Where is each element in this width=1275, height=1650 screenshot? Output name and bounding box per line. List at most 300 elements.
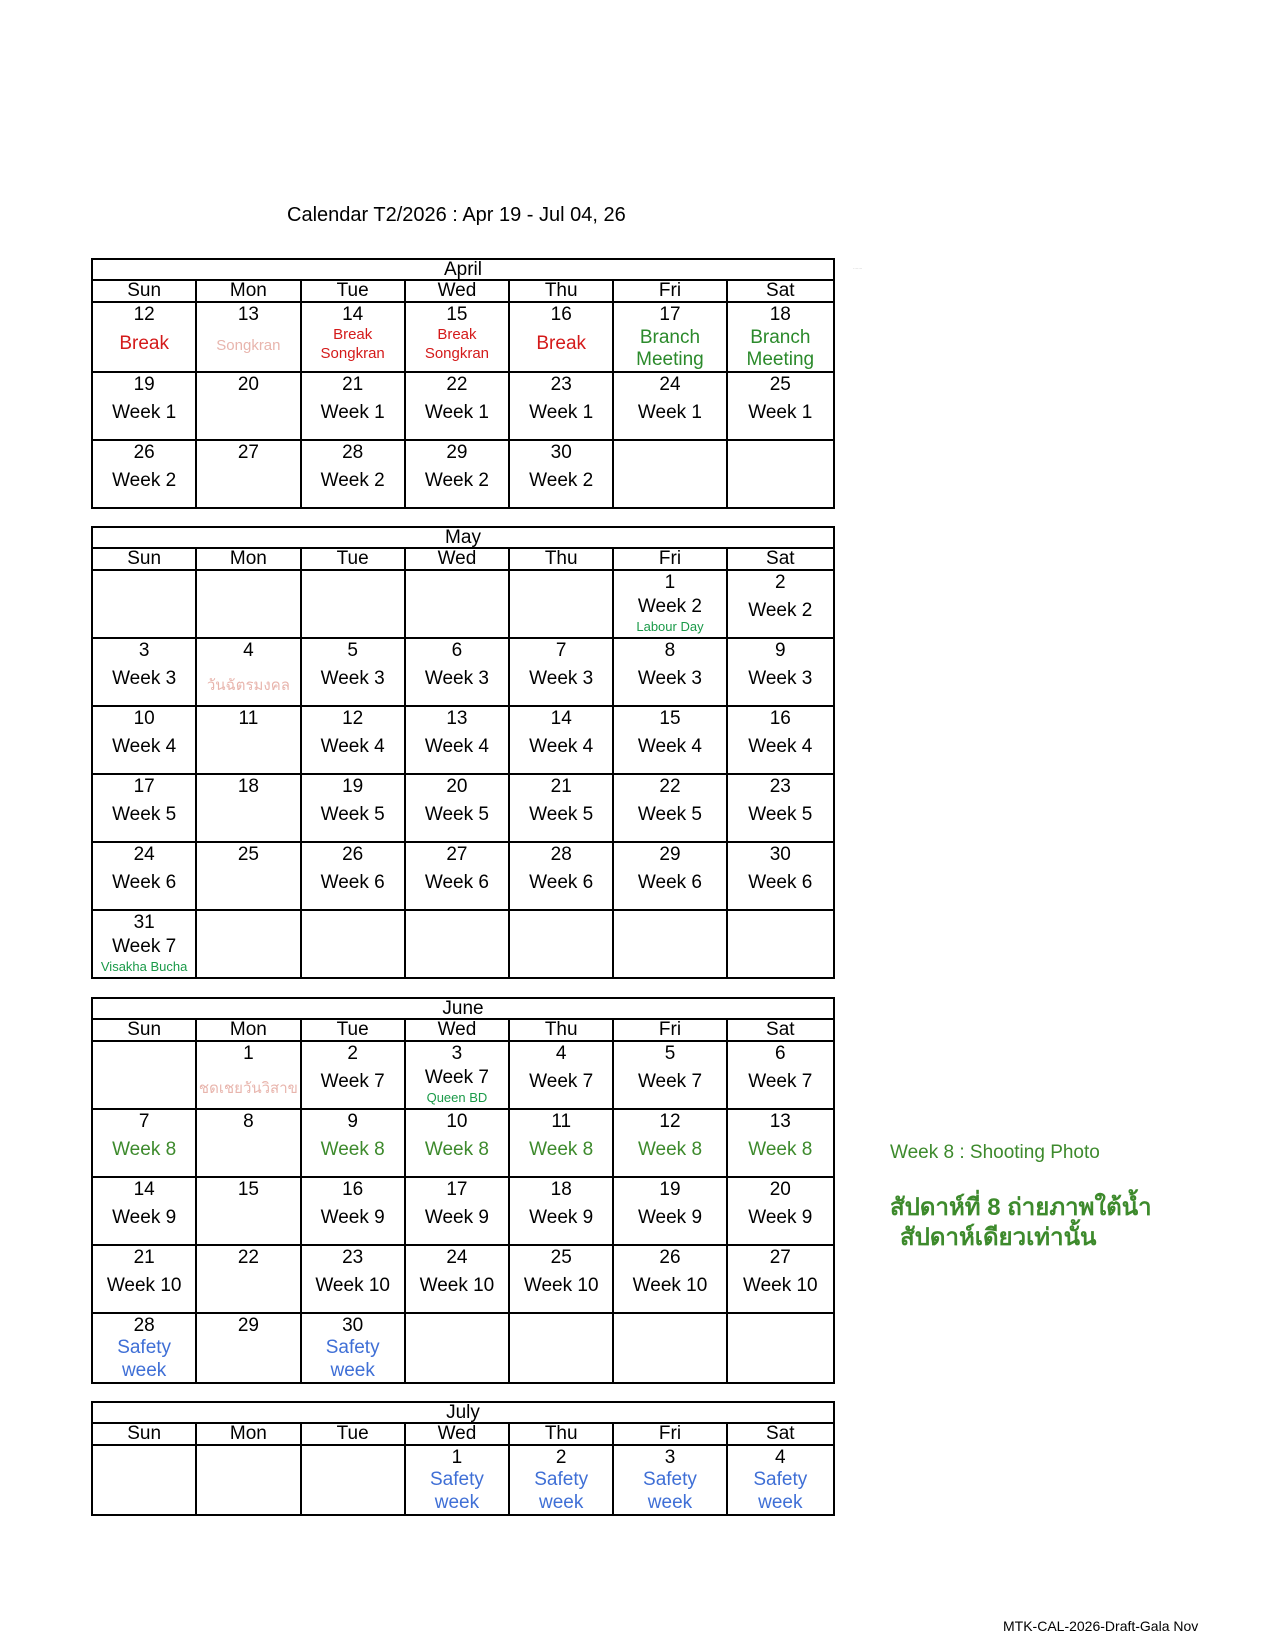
day-label: Week 1 xyxy=(748,402,813,423)
day-number: 14 xyxy=(342,304,364,325)
day-number: 14 xyxy=(550,708,572,729)
day-number: 28 xyxy=(342,442,364,463)
day-number: 9 xyxy=(347,1111,358,1132)
day-label: Week 6 xyxy=(112,872,177,893)
month-table-july xyxy=(91,1401,835,1516)
day-number: 3 xyxy=(664,1447,676,1468)
day-cell xyxy=(92,706,196,774)
day-number: 3 xyxy=(451,1043,463,1064)
day-cell xyxy=(405,706,509,774)
day-number: 11 xyxy=(238,708,259,729)
day-label: Week 5 xyxy=(637,804,702,825)
day-cell xyxy=(301,638,405,706)
month-table-june xyxy=(91,997,835,1384)
day-cell xyxy=(613,1041,726,1109)
day-cell xyxy=(727,774,834,842)
day-number: 21 xyxy=(342,374,364,395)
day-cell xyxy=(405,1245,509,1313)
day-number: 27 xyxy=(446,844,468,865)
day-number: 4 xyxy=(243,640,254,661)
day-cell xyxy=(727,1041,834,1109)
day-cell xyxy=(196,910,300,978)
day-cell xyxy=(92,440,196,508)
day-label: Songkran xyxy=(216,337,281,354)
day-label: Break xyxy=(333,326,373,343)
day-cell xyxy=(92,372,196,440)
day-number: 8 xyxy=(243,1111,254,1132)
day-cell xyxy=(727,1109,834,1177)
day-cell xyxy=(196,1041,300,1109)
weekday-header: Sun xyxy=(92,1423,196,1445)
day-label: Safety xyxy=(534,1469,589,1490)
day-label: วันฉัตรมงคล xyxy=(206,677,290,694)
day-number: 30 xyxy=(342,1315,364,1336)
day-label: Week 2 xyxy=(424,470,489,491)
day-number: 30 xyxy=(769,844,791,865)
day-number: 24 xyxy=(133,844,155,865)
weekday-header: Tue xyxy=(301,548,405,570)
day-cell xyxy=(509,1445,613,1515)
day-number: 27 xyxy=(769,1247,791,1268)
week8-note: Week 8 : Shooting Photo xyxy=(890,1142,1100,1163)
weekday-header: Wed xyxy=(405,280,509,302)
day-label: Week 4 xyxy=(748,736,813,757)
day-cell xyxy=(92,302,196,372)
day-cell xyxy=(405,1177,509,1245)
day-number: 9 xyxy=(775,640,786,661)
day-number: 18 xyxy=(237,776,259,797)
day-label: Week 8 xyxy=(112,1139,177,1160)
weekday-header: Fri xyxy=(613,548,726,570)
day-number: 26 xyxy=(133,442,155,463)
day-label: Break xyxy=(119,333,169,354)
day-cell xyxy=(196,1109,300,1177)
day-cell xyxy=(405,1041,509,1109)
day-number: 14 xyxy=(133,1179,155,1200)
day-cell xyxy=(196,638,300,706)
day-number: 25 xyxy=(550,1247,572,1268)
day-number: 29 xyxy=(659,844,681,865)
day-cell xyxy=(405,302,509,372)
weekday-header: Mon xyxy=(196,1019,300,1041)
holiday-label: Visakha Bucha xyxy=(100,959,188,974)
day-label: Meeting xyxy=(636,349,704,370)
day-cell xyxy=(613,372,726,440)
day-cell xyxy=(613,910,726,978)
day-label: Week 2 xyxy=(112,470,177,491)
day-label: Week 9 xyxy=(320,1207,385,1228)
day-number: 26 xyxy=(342,844,364,865)
day-label: Week 4 xyxy=(320,736,385,757)
day-number: 7 xyxy=(138,1111,150,1132)
weekday-header: Sat xyxy=(727,1423,834,1445)
day-cell xyxy=(92,570,196,638)
day-cell xyxy=(727,302,834,372)
day-label: Week 9 xyxy=(424,1207,489,1228)
day-label: Week 2 xyxy=(637,596,702,617)
day-number: 5 xyxy=(664,1043,676,1064)
weekday-header: Sun xyxy=(92,280,196,302)
weekday-header: Mon xyxy=(196,548,300,570)
day-cell xyxy=(509,774,613,842)
weekday-header: Mon xyxy=(196,1423,300,1445)
day-cell xyxy=(509,440,613,508)
day-label: Week 8 xyxy=(748,1139,813,1160)
day-label: Week 8 xyxy=(424,1139,489,1160)
month-table-april xyxy=(91,258,835,509)
weekday-header: Sun xyxy=(92,1019,196,1041)
day-number: 20 xyxy=(446,776,468,797)
month-header: May xyxy=(92,527,834,548)
day-number: 1 xyxy=(451,1447,463,1468)
month-header: July xyxy=(92,1402,834,1423)
day-cell xyxy=(301,1177,405,1245)
day-cell xyxy=(613,302,726,372)
day-number: 15 xyxy=(237,1179,259,1200)
weekday-header: Tue xyxy=(301,280,405,302)
day-label: Week 2 xyxy=(748,600,813,621)
day-number: 24 xyxy=(446,1247,468,1268)
day-cell xyxy=(613,706,726,774)
month-header: April xyxy=(92,259,834,280)
day-label: Songkran xyxy=(424,345,490,362)
day-number: 13 xyxy=(769,1111,791,1132)
day-number: 23 xyxy=(769,776,791,797)
holiday-label: Queen BD xyxy=(426,1090,488,1105)
day-label: week xyxy=(330,1360,375,1381)
weekday-header: Thu xyxy=(509,280,613,302)
day-cell xyxy=(613,440,726,508)
day-label: Week 5 xyxy=(529,804,594,825)
day-cell xyxy=(405,842,509,910)
day-cell xyxy=(727,1245,834,1313)
day-cell xyxy=(301,570,405,638)
day-cell xyxy=(92,1445,196,1515)
day-number: 29 xyxy=(237,1315,259,1336)
day-label: Week 3 xyxy=(112,668,177,689)
weekday-header: Sat xyxy=(727,548,834,570)
day-label: Week 6 xyxy=(637,872,702,893)
day-cell xyxy=(92,638,196,706)
day-cell xyxy=(196,774,300,842)
day-number: 31 xyxy=(133,912,155,933)
day-cell xyxy=(727,638,834,706)
day-label: Branch xyxy=(639,327,701,348)
day-number: 17 xyxy=(133,776,155,797)
day-label: Week 10 xyxy=(419,1275,495,1296)
day-label: Week 9 xyxy=(112,1207,177,1228)
day-cell xyxy=(509,910,613,978)
day-label: Week 1 xyxy=(320,402,385,423)
thai-note xyxy=(890,1193,1152,1253)
day-label: Week 7 xyxy=(748,1071,813,1092)
day-cell xyxy=(509,1245,613,1313)
day-number: 27 xyxy=(237,442,259,463)
day-cell xyxy=(92,1177,196,1245)
day-number: 11 xyxy=(551,1111,572,1132)
day-label: Week 6 xyxy=(748,872,813,893)
day-cell xyxy=(405,372,509,440)
day-label: Safety xyxy=(429,1469,484,1490)
day-number: 26 xyxy=(659,1247,681,1268)
day-cell xyxy=(92,774,196,842)
day-cell xyxy=(613,1313,726,1383)
day-label: Week 7 xyxy=(424,1067,489,1088)
day-label: Week 6 xyxy=(320,872,385,893)
day-label: Week 4 xyxy=(424,736,489,757)
day-cell xyxy=(613,842,726,910)
day-cell xyxy=(613,1177,726,1245)
day-label: Week 3 xyxy=(637,668,702,689)
day-label: Week 1 xyxy=(637,402,702,423)
day-number: 10 xyxy=(446,1111,468,1132)
day-cell xyxy=(727,1445,834,1515)
day-label: Break xyxy=(437,326,477,343)
day-cell xyxy=(92,1313,196,1383)
day-cell xyxy=(196,842,300,910)
day-number: 20 xyxy=(237,374,259,395)
day-label: Week 4 xyxy=(112,736,177,757)
day-number: 1 xyxy=(243,1043,254,1064)
weekday-header: Thu xyxy=(509,548,613,570)
month-header: June xyxy=(92,998,834,1019)
day-label: Week 5 xyxy=(112,804,177,825)
day-cell xyxy=(405,774,509,842)
day-number: 12 xyxy=(342,708,364,729)
day-number: 30 xyxy=(550,442,572,463)
day-number: 2 xyxy=(347,1043,358,1064)
day-number: 10 xyxy=(133,708,155,729)
day-label: Week 3 xyxy=(529,668,594,689)
day-number: 25 xyxy=(769,374,791,395)
weekday-header: Thu xyxy=(509,1019,613,1041)
day-cell xyxy=(301,706,405,774)
day-cell xyxy=(405,1109,509,1177)
day-cell xyxy=(196,706,300,774)
day-number: 19 xyxy=(342,776,364,797)
day-number: 18 xyxy=(769,304,791,325)
weekday-header: Fri xyxy=(613,1019,726,1041)
day-number: 23 xyxy=(550,374,572,395)
day-cell xyxy=(196,1313,300,1383)
day-label: Week 9 xyxy=(529,1207,594,1228)
weekday-header: Sat xyxy=(727,1019,834,1041)
day-cell xyxy=(92,842,196,910)
day-number: 7 xyxy=(555,640,567,661)
day-cell xyxy=(92,1245,196,1313)
day-label: Branch xyxy=(750,327,811,348)
day-number: 4 xyxy=(775,1447,786,1468)
day-label: week xyxy=(647,1492,693,1513)
day-label: Safety xyxy=(643,1469,697,1490)
day-cell xyxy=(727,570,834,638)
day-label: Week 1 xyxy=(529,402,594,423)
day-label: Safety xyxy=(753,1469,808,1490)
day-label: week xyxy=(434,1492,480,1513)
day-label: Week 6 xyxy=(529,872,594,893)
day-cell xyxy=(92,1041,196,1109)
day-cell xyxy=(509,706,613,774)
day-label: Week 9 xyxy=(637,1207,703,1228)
day-number: 24 xyxy=(659,374,681,395)
day-cell xyxy=(727,440,834,508)
day-cell xyxy=(196,302,300,372)
day-label: Week 7 xyxy=(637,1071,703,1092)
day-cell xyxy=(301,1041,405,1109)
day-cell xyxy=(301,774,405,842)
tiny-mark: ······· xyxy=(853,266,863,271)
day-label: Week 1 xyxy=(112,402,177,423)
day-number: 19 xyxy=(659,1179,681,1200)
day-number: 6 xyxy=(451,640,463,661)
day-number: 28 xyxy=(133,1315,155,1336)
day-cell xyxy=(196,1177,300,1245)
day-cell xyxy=(509,638,613,706)
day-label: Week 2 xyxy=(529,470,594,491)
thai-note-line-2: สัปดาห์เดียวเท่านั้น xyxy=(900,1224,1097,1251)
day-label: Week 1 xyxy=(424,402,489,423)
day-cell xyxy=(509,842,613,910)
day-cell xyxy=(509,1109,613,1177)
day-label: Week 3 xyxy=(320,668,385,689)
day-label: Week 6 xyxy=(424,872,489,893)
day-number: 21 xyxy=(133,1247,155,1268)
day-label: Meeting xyxy=(746,349,815,370)
day-cell xyxy=(613,1445,726,1515)
day-label: ชดเชยวันวิสาข xyxy=(198,1080,298,1097)
day-number: 17 xyxy=(446,1179,468,1200)
day-label: Week 3 xyxy=(748,668,813,689)
day-label: week xyxy=(121,1360,167,1381)
day-cell xyxy=(727,1313,834,1383)
day-cell xyxy=(196,570,300,638)
day-cell xyxy=(613,1109,726,1177)
day-label: Week 8 xyxy=(637,1139,703,1160)
thai-note-line-1: สัปดาห์ที่ 8 ถ่ายภาพใต้น้ำ xyxy=(890,1194,1152,1221)
calendar-title: Calendar T2/2026 : Apr 19 - Jul 04, 26 xyxy=(287,204,626,226)
weekday-header: Wed xyxy=(405,1423,509,1445)
day-cell xyxy=(405,638,509,706)
day-number: 12 xyxy=(659,1111,681,1132)
day-label: Break xyxy=(536,333,587,354)
day-label: Safety xyxy=(325,1337,380,1358)
day-cell xyxy=(727,842,834,910)
day-label: Week 5 xyxy=(748,804,813,825)
day-cell xyxy=(301,1445,405,1515)
day-number: 22 xyxy=(237,1247,259,1268)
day-cell xyxy=(727,910,834,978)
day-label: Week 10 xyxy=(523,1275,599,1296)
day-label: Week 10 xyxy=(742,1275,818,1296)
weekday-header: Sat xyxy=(727,280,834,302)
day-label: Safety xyxy=(117,1337,172,1358)
day-label: week xyxy=(758,1492,803,1513)
day-label: Week 8 xyxy=(320,1139,385,1160)
day-label: Week 7 xyxy=(112,936,177,957)
day-cell xyxy=(509,302,613,372)
day-cell xyxy=(196,1445,300,1515)
day-label: Week 9 xyxy=(748,1207,813,1228)
day-label: Week 4 xyxy=(637,736,702,757)
day-number: 21 xyxy=(550,776,572,797)
day-cell xyxy=(301,1109,405,1177)
day-number: 22 xyxy=(446,374,468,395)
day-cell xyxy=(196,440,300,508)
day-cell xyxy=(613,570,726,638)
weekday-header: Wed xyxy=(405,1019,509,1041)
footer-doc-id: MTK-CAL-2026-Draft-Gala Nov xyxy=(1003,1618,1199,1634)
day-label: Week 5 xyxy=(320,804,385,825)
day-label: Week 2 xyxy=(320,470,385,491)
weekday-header: Tue xyxy=(301,1019,405,1041)
weekday-header: Wed xyxy=(405,548,509,570)
day-cell xyxy=(727,1177,834,1245)
day-cell xyxy=(727,372,834,440)
day-label: Week 3 xyxy=(424,668,489,689)
weekday-header: Fri xyxy=(613,1423,726,1445)
day-cell xyxy=(509,1041,613,1109)
day-cell xyxy=(405,910,509,978)
day-number: 13 xyxy=(237,304,259,325)
day-number: 15 xyxy=(659,708,681,729)
day-cell xyxy=(92,1109,196,1177)
day-number: 13 xyxy=(446,708,468,729)
day-cell xyxy=(509,372,613,440)
day-cell xyxy=(727,706,834,774)
day-label: Week 10 xyxy=(632,1275,708,1296)
day-cell xyxy=(301,372,405,440)
day-number: 16 xyxy=(550,304,572,325)
day-number: 2 xyxy=(775,572,786,593)
day-number: 5 xyxy=(347,640,358,661)
weekday-header: Sun xyxy=(92,548,196,570)
day-number: 2 xyxy=(555,1447,567,1468)
day-number: 25 xyxy=(237,844,259,865)
day-label: Week 7 xyxy=(320,1071,385,1092)
day-cell xyxy=(301,910,405,978)
month-table-may xyxy=(91,526,835,979)
day-label: Week 4 xyxy=(529,736,594,757)
weekday-header: Fri xyxy=(613,280,726,302)
day-number: 16 xyxy=(769,708,791,729)
day-number: 3 xyxy=(138,640,150,661)
day-cell xyxy=(405,440,509,508)
day-number: 18 xyxy=(550,1179,572,1200)
day-number: 15 xyxy=(446,304,468,325)
day-cell xyxy=(509,570,613,638)
day-number: 4 xyxy=(555,1043,567,1064)
weekday-header: Tue xyxy=(301,1423,405,1445)
day-cell xyxy=(301,440,405,508)
day-number: 17 xyxy=(659,304,681,325)
day-number: 20 xyxy=(769,1179,791,1200)
day-number: 22 xyxy=(659,776,681,797)
day-number: 16 xyxy=(342,1179,364,1200)
day-label: Songkran xyxy=(320,345,385,362)
day-cell xyxy=(92,910,196,978)
day-number: 29 xyxy=(446,442,468,463)
day-cell xyxy=(613,774,726,842)
day-number: 8 xyxy=(664,640,676,661)
day-cell xyxy=(301,1245,405,1313)
day-cell xyxy=(196,1245,300,1313)
weekday-header: Mon xyxy=(196,280,300,302)
day-cell xyxy=(301,1313,405,1383)
day-label: Week 8 xyxy=(529,1139,594,1160)
day-label: week xyxy=(539,1492,584,1513)
day-cell xyxy=(405,570,509,638)
day-label: Week 5 xyxy=(424,804,489,825)
